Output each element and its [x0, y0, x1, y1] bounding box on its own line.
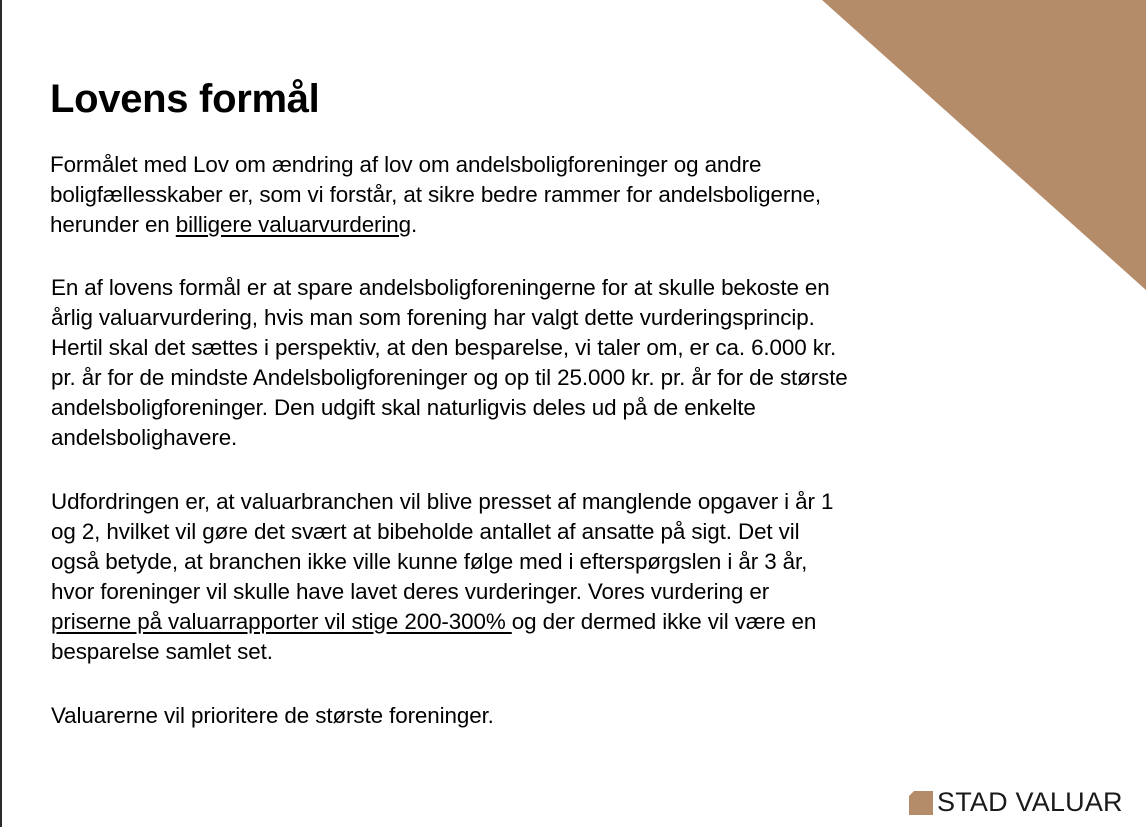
logo-square-icon [909, 791, 933, 815]
paragraph-3 [50, 487, 850, 667]
paragraph-text: og der dermed ikke vil være en besparelse samlet set. [51, 609, 817, 664]
body-text [50, 150, 850, 765]
paragraph-text: Valuarerne vil prioritere de største foreninger. [51, 703, 494, 728]
brand-name: STAD VALUAR [937, 787, 1123, 817]
paragraph-2 [50, 273, 850, 453]
underlined-phrase: priserne på valuarrapporter vil stige 200-300% [51, 609, 512, 634]
page-title: Lovens formål [50, 77, 320, 121]
underlined-phrase: billigere valuarvurdering [175, 212, 411, 237]
paragraph-text: Formålet med Lov om ændring af lov om andelsboligforeninger og andre boligfællesskaber er, som vi forstår, at sikre bedre rammer for andelsboligerne, herunder en [50, 152, 822, 237]
paragraph-text: En af lovens formål er at spare andelsboligforeningerne for at skulle bekoste en årlig valuarvurdering, hvis man som forening har valgt dette vurderingsprincip. Hertil skal det sættes i perspektiv, at den besparelse, vi taler om, er ca. 6.000 kr. pr. år for de mindste Andelsboligforeninger og op til 25.000 kr. pr. år for de største andelsboligforeninger. Den udgift skal naturligvis deles ud på de enkelte andelsbolighavere. [51, 275, 848, 450]
paragraph-text: Udfordringen er, at valuarbranchen vil blive presset af manglende opgaver i år 1 og 2, hvilket vil gøre det svært at bibeholde antallet af ansatte på sigt. Det vil også betyde, at branchen ikke ville kunne følge med i efterspørgslen i år 3 år, hvor foreninger vil skulle have lavet deres vurderinger. Vores vurdering er [51, 489, 834, 604]
paragraph-text: . [411, 212, 418, 237]
paragraph-4 [50, 701, 850, 731]
paragraph-1 [50, 150, 850, 240]
brand-logo [909, 786, 1123, 818]
